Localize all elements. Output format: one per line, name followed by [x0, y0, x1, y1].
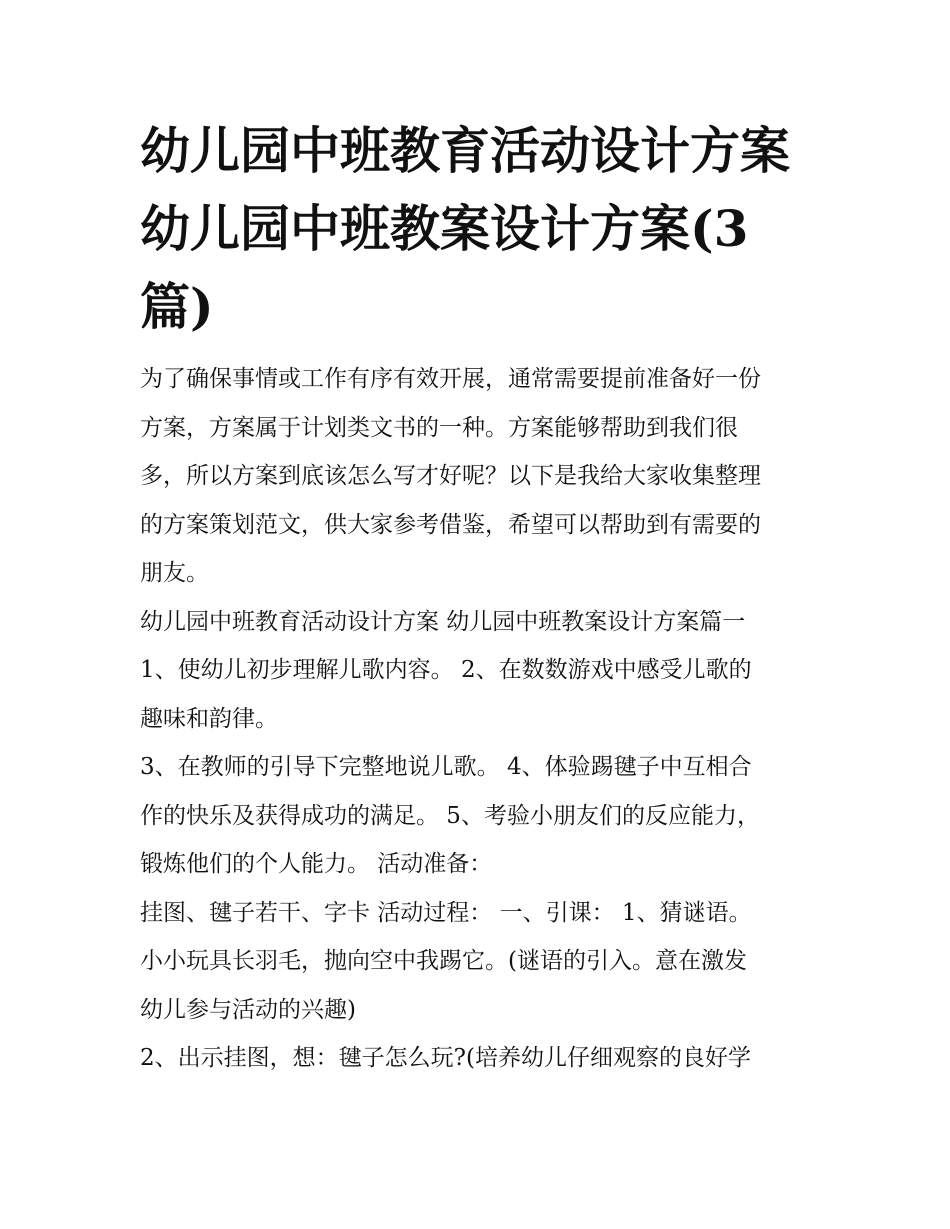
document-body — [140, 355, 830, 1083]
body-line: 小小玩具长羽毛，抛向空中我踢它。(谜语的引入。意在激发 — [140, 948, 747, 974]
body-line: 方案，方案属于计划类文书的一种。方案能够帮助到我们很 — [140, 414, 738, 441]
title-line-3: 篇) — [140, 277, 214, 336]
body-line: 锻炼他们的个人能力。 活动准备： — [140, 851, 493, 877]
body-line: 的方案策划范文，供大家参考借鉴，希望可以帮助到有需要的 — [140, 511, 761, 538]
title-line-1: 幼儿园中班教育活动设计方案 — [140, 121, 790, 180]
body-line: 1、使幼儿初步理解儿歌内容。 2、在数数游戏中感受儿歌的 — [140, 657, 752, 683]
body-line: 挂图、毽子若干、字卡 活动过程： 一、引课： 1、猜谜语。 — [140, 899, 752, 926]
title-line-2: 幼儿园中班教案设计方案(3 — [140, 199, 749, 258]
document-title — [140, 112, 820, 346]
body-line: 为了确保事情或工作有序有效开展，通常需要提前准备好一份 — [140, 366, 761, 392]
body-line: 幼儿参与活动的兴趣) — [140, 996, 356, 1023]
body-line: 3、在教师的引导下完整地说儿歌。 4、体验踢毽子中互相合 — [140, 754, 752, 780]
body-line: 多，所以方案到底该怎么写才好呢？以下是我给大家收集整理 — [140, 463, 761, 489]
body-line: 2、出示挂图，想：毽子怎么玩?(培养幼儿仔细观察的良好学 — [140, 1045, 751, 1071]
body-line: 朋友。 — [140, 560, 209, 586]
body-line: 作的快乐及获得成功的满足。 5、考验小朋友们的反应能力， — [140, 802, 760, 829]
body-line: 趣味和韵律。 — [140, 705, 278, 732]
body-line: 幼儿园中班教育活动设计方案 幼儿园中班教案设计方案篇一 — [140, 608, 746, 635]
